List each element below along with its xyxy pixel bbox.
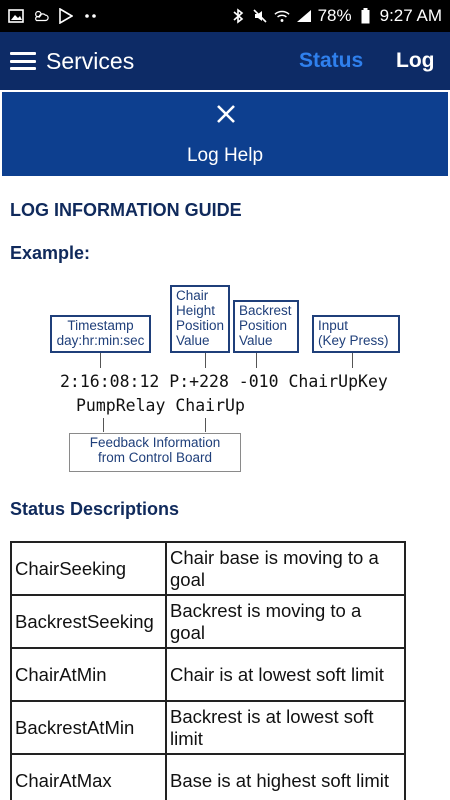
log-help-title: Log Help [186, 145, 264, 166]
image-icon [8, 8, 24, 24]
chair-callout-line2: Height [176, 303, 216, 318]
app-title: Services [46, 47, 135, 74]
bluetooth-icon [230, 8, 246, 24]
tab-status[interactable]: Status [299, 49, 364, 72]
feedback-connector-left [103, 418, 104, 432]
log-help-header [2, 92, 448, 176]
status-name: BackrestAtMin [11, 701, 166, 754]
backrest-callout-line2: Position [239, 318, 288, 333]
more-notifications-icon [83, 8, 99, 24]
status-descriptions-table [10, 541, 406, 800]
chair-callout-line4: Value [176, 333, 210, 348]
wifi-icon [274, 8, 290, 24]
timestamp-callout-line1: Timestamp [67, 318, 134, 333]
chair-callout-line1: Chair [176, 288, 209, 303]
battery-percent: 78% [317, 6, 352, 25]
input-callout-line1: Input [318, 318, 349, 333]
backrest-position-callout [233, 300, 299, 353]
app-bar [0, 32, 450, 90]
signal-icon [296, 8, 312, 24]
status-name: BackrestSeeking [11, 595, 166, 648]
table-row [11, 542, 405, 595]
feedback-callout [69, 433, 241, 472]
table-row [11, 701, 405, 754]
status-description: Chair is at lowest soft limit [166, 648, 405, 701]
status-description: Backrest is at lowest soft limit [166, 701, 405, 754]
battery-icon [358, 8, 374, 24]
input-callout-line2: (Key Press) [318, 333, 389, 348]
backrest-connector [256, 353, 257, 368]
status-descriptions-title: Status Descriptions [10, 499, 180, 519]
table-row [11, 595, 405, 648]
input-connector [352, 353, 353, 368]
weather-icon [33, 8, 49, 24]
status-description: Base is at highest soft limit [166, 754, 405, 800]
input-callout [312, 315, 400, 353]
table-row [11, 754, 405, 800]
tab-log[interactable]: Log [396, 49, 435, 72]
timestamp-callout-line2: day:hr:min:sec [56, 333, 145, 348]
log-example-line-1: 2:16:08:12 P:+228 -010 ChairUpKey [60, 372, 388, 391]
status-name: ChairAtMax [11, 754, 166, 800]
notification-icons [8, 8, 99, 24]
status-description: Backrest is moving to a goal [166, 595, 405, 648]
menu-icon[interactable] [10, 52, 36, 70]
system-status-bar [0, 0, 450, 32]
backrest-callout-line3: Value [239, 333, 273, 348]
timestamp-callout [50, 315, 151, 353]
mute-icon [252, 8, 268, 24]
close-icon[interactable] [215, 103, 237, 125]
system-indicators [230, 6, 442, 26]
clock: 9:27 AM [379, 6, 442, 25]
feedback-connector-right [205, 418, 206, 432]
play-store-icon [58, 8, 74, 24]
chair-callout-line3: Position [176, 318, 225, 333]
feedback-callout-line1: Feedback Information [89, 435, 221, 450]
timestamp-connector [100, 353, 101, 368]
status-name: ChairAtMin [11, 648, 166, 701]
example-label: Example: [10, 243, 91, 263]
table-row [11, 648, 405, 701]
chair-connector [205, 353, 206, 368]
status-name: ChairSeeking [11, 542, 166, 595]
chair-position-callout [170, 285, 230, 353]
backrest-callout-line1: Backrest [239, 303, 292, 318]
log-example-line-2: PumpRelay ChairUp [76, 396, 245, 415]
guide-title: LOG INFORMATION GUIDE [10, 200, 242, 220]
feedback-callout-line2: from Control Board [97, 450, 213, 465]
status-description: Chair base is moving to a goal [166, 542, 405, 595]
